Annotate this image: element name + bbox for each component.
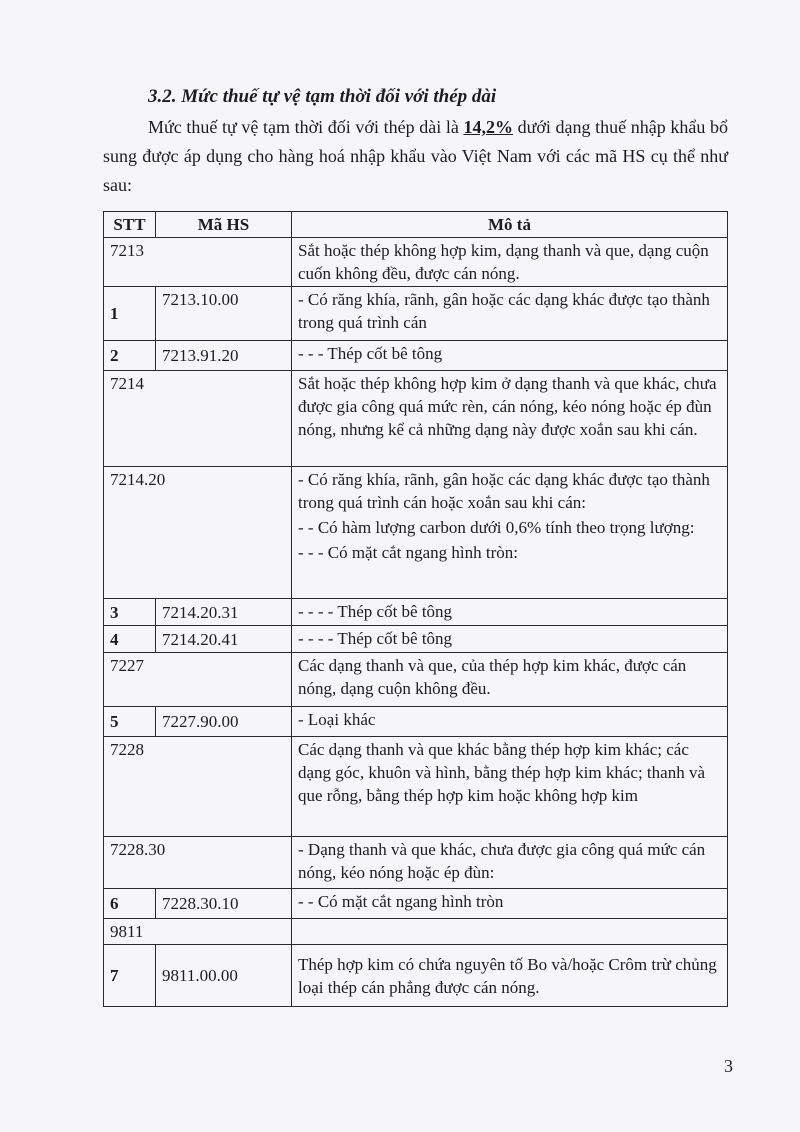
- description-line: - - Có hàm lượng carbon dưới 0,6% tính theo trọng lượng:: [298, 518, 695, 537]
- hs-code-table: [103, 211, 728, 997]
- intro-paragraph: [103, 113, 728, 200]
- hs-code: 7227: [104, 653, 292, 707]
- tariff-rate: 14,2%: [463, 117, 513, 137]
- hs-code: 9811: [104, 919, 292, 945]
- description: Các dạng thanh và que khác bằng thép hợp kim khác; các dạng góc, khuôn và hình, bằng thép hợp kim khác; thanh và que rỗng, bằng thép hợp kim hoặc không hợp kim: [292, 737, 728, 837]
- table-row: [104, 837, 728, 889]
- intro-text-after: dưới dạng thuế nhập khẩu bổ sung được áp dụng cho hàng hoá nhập khẩu vào Việt Nam với các mã HS cụ thể như sau:: [103, 117, 729, 195]
- description: - Có răng khía, rãnh, gân hoặc các dạng khác được tạo thành trong quá trình cán: [292, 287, 728, 341]
- description: - Dạng thanh và que khác, chưa được gia công quá mức cán nóng, kéo nóng hoặc ép đùn:: [292, 837, 728, 889]
- table-row: [104, 287, 728, 341]
- header-hs-code: Mã HS: [156, 212, 292, 238]
- section-heading: 3.2. Mức thuế tự vệ tạm thời đối với thép dài: [148, 86, 497, 107]
- table-row: [104, 945, 728, 1007]
- stt-number: 5: [104, 707, 156, 737]
- intro-text-before: Mức thuế tự vệ tạm thời đối với thép dài là: [148, 117, 464, 137]
- description: - - - - Thép cốt bê tông: [292, 626, 728, 653]
- description-line: - Có răng khía, rãnh, gân hoặc các dạng khác được tạo thành trong quá trình cán hoặc xoắn sau khi cán:: [298, 470, 710, 512]
- stt-number: 3: [104, 599, 156, 626]
- description: [292, 467, 728, 599]
- header-description: Mô tả: [292, 212, 728, 238]
- hs-code: 7214.20: [104, 467, 292, 599]
- hs-code: 7214.20.31: [156, 599, 292, 626]
- table-row: [104, 371, 728, 467]
- hs-code: 7213.91.20: [156, 341, 292, 371]
- header-stt: STT: [104, 212, 156, 238]
- description: - - Có mặt cắt ngang hình tròn: [292, 889, 728, 919]
- table-row: [104, 626, 728, 653]
- description: [292, 919, 728, 945]
- hs-code: 7213.10.00: [156, 287, 292, 341]
- description: - - - Thép cốt bê tông: [292, 341, 728, 371]
- description: Thép hợp kim có chứa nguyên tố Bo và/hoặc Crôm trừ chủng loại thép cán phẳng được cán nóng.: [292, 945, 728, 1007]
- table-row: [104, 707, 728, 737]
- hs-code: 7214.20.41: [156, 626, 292, 653]
- stt-number: 4: [104, 626, 156, 653]
- stt-number: 1: [104, 287, 156, 341]
- table-row: [104, 889, 728, 919]
- hs-code: 7228: [104, 737, 292, 837]
- hs-code: 7213: [104, 238, 292, 287]
- hs-code: 7227.90.00: [156, 707, 292, 737]
- table-row: [104, 341, 728, 371]
- table-row: [104, 467, 728, 599]
- table-row: [104, 919, 728, 945]
- description: Sắt hoặc thép không hợp kim, dạng thanh và que, dạng cuộn cuốn không đều, được cán nóng.: [292, 238, 728, 287]
- stt-number: 2: [104, 341, 156, 371]
- table-row: [104, 653, 728, 707]
- hs-code: 7228.30: [104, 837, 292, 889]
- page-number: 3: [724, 1056, 733, 1076]
- description: Sắt hoặc thép không hợp kim ở dạng thanh và que khác, chưa được gia công quá mức rèn, cán nóng, kéo nóng hoặc ép đùn nóng, nhưng kể cả những dạng này được xoắn sau khi cán.: [292, 371, 728, 467]
- hs-code: 9811.00.00: [156, 945, 292, 1007]
- stt-number: 7: [104, 945, 156, 1007]
- hs-code: 7228.30.10: [156, 889, 292, 919]
- description-line: - - - Có mặt cắt ngang hình tròn:: [298, 543, 519, 562]
- table-row: [104, 599, 728, 626]
- table-header-row: [104, 212, 728, 238]
- description: - Loại khác: [292, 707, 728, 737]
- table-row: [104, 737, 728, 837]
- description: - - - - Thép cốt bê tông: [292, 599, 728, 626]
- stt-number: 6: [104, 889, 156, 919]
- hs-code: 7214: [104, 371, 292, 467]
- table-row: [104, 238, 728, 287]
- description: Các dạng thanh và que, của thép hợp kim khác, được cán nóng, dạng cuộn không đều.: [292, 653, 728, 707]
